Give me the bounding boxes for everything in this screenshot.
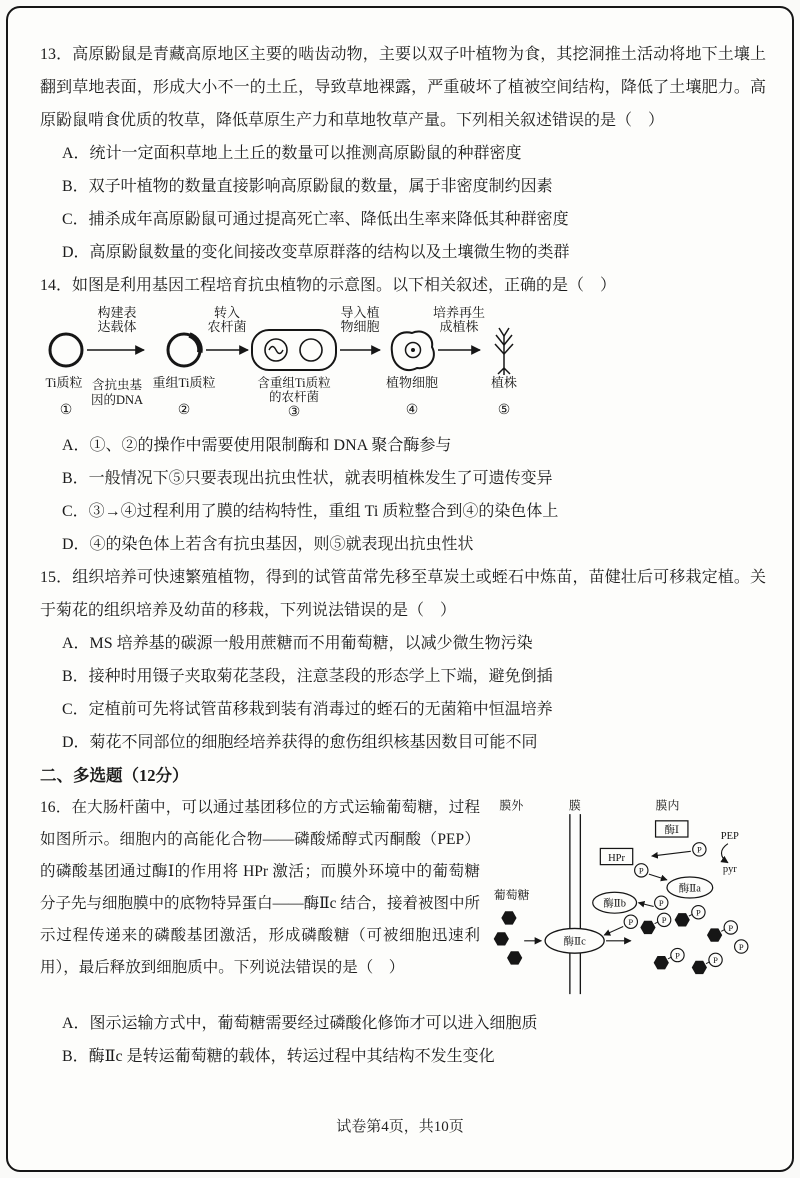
section-multiple-choice-title: 二、多选题（12分） [40, 766, 189, 785]
question-14 [40, 269, 766, 561]
plantlet-sketch [495, 328, 513, 375]
pep-label: PEP [720, 830, 739, 842]
hpr-to-iia-arrow [649, 874, 667, 880]
agrobacterium-label-line1: 含重组Ti质粒 [257, 376, 331, 390]
phosphate-p: P [738, 941, 744, 952]
glucose-hexagon [507, 951, 522, 964]
phospho-sugar [692, 953, 722, 974]
phosphate-p: P [638, 865, 644, 876]
plasmid-in-bacterium-2 [300, 339, 322, 361]
q16-stem: 16．在大肠杆菌中，可以通过基团移位的方式运输葡萄糖，过程如图所示。细胞内的高能化合物——磷酸烯醇式丙酮酸（PEP）的磷酸基团通过酶Ⅰ的作用将 HPr 激活；而膜外环境中的葡萄糖分子先与细胞膜中的底物特异蛋白——酶Ⅱc 结合，接着被图中所示过程传递来的磷酸基团激活，形成磷酸糖（可被细胞迅速利用），最后释放到细胞质中。下列说法错误的是（ ） [40, 799, 480, 976]
svg-text:P: P [713, 955, 718, 966]
svg-text:P: P [675, 950, 680, 961]
question-13 [40, 38, 766, 269]
ti-plasmid-label: Ti质粒 [45, 375, 83, 390]
q16-option-b: B．酶Ⅱc 是转运葡萄糖的载体，转运过程中其结构不发生变化 [62, 1048, 495, 1065]
q14-gene-engineering-diagram [34, 304, 554, 422]
arrow4-label-line1: 培养再生 [432, 305, 486, 320]
step5-number: ⑤ [497, 403, 511, 418]
step1-number: ① [59, 403, 73, 418]
exam-page [6, 6, 794, 1172]
recombinant-ti-plasmid-label: 重组Ti质粒 [152, 375, 216, 390]
arrow3-label-line2: 物细胞 [340, 319, 380, 334]
arrow3-label-line1: 导入植 [340, 305, 380, 320]
arrow1-label-line1: 构建表 [97, 305, 137, 320]
phospho-sugar [707, 921, 737, 942]
q15-option-c: C．定植前可先将试管苗移栽到装有消毒过的蛭石的无菌箱中恒温培养 [62, 701, 553, 718]
plasmid-squiggle [269, 347, 283, 354]
pyr-label: pyr [722, 864, 737, 876]
step2-number: ② [177, 403, 191, 418]
arrow2-label-line2: 农杆菌 [207, 319, 247, 334]
agrobacterium-label-line2: 的农杆菌 [268, 390, 320, 404]
q14-stem: 14．如图是利用基因工程培育抗虫植物的示意图。以下相关叙述，正确的是（ ） [40, 277, 617, 294]
question-16 [40, 792, 766, 1073]
q15-stem: 15．组织培养可快速繁殖植物，得到的试管苗常先移至草炭土或蛭石中炼苗，苗健壮后可移栽定植。关于菊花的组织培养及幼苗的移栽，下列说法错误的是（ ） [40, 569, 766, 619]
step3-number: ③ [287, 405, 301, 420]
phospho-sugar [640, 913, 670, 934]
q14-option-c: C．③→④过程利用了膜的结构特性，重组 Ti 质粒整合到④的染色体上 [62, 503, 559, 520]
iia-to-iib-arrow [638, 903, 653, 907]
q14-option-b: B．一般情况下⑤只要表现出抗虫性状，就表明植株发生了可遗传变异 [62, 470, 553, 487]
hpr-label: HPr [608, 852, 625, 864]
iib-to-iic-arrow [604, 927, 623, 936]
pep-to-pyr-arrow [721, 844, 727, 863]
question-15 [40, 561, 766, 759]
phosphate-p: P [658, 898, 664, 909]
enzyme-iib-label: 酶Ⅱb [603, 898, 627, 910]
svg-text:P: P [696, 907, 701, 918]
insect-resistance-dna-label-line1: 含抗虫基 [91, 378, 143, 392]
q13-option-d: D．高原鼢鼠数量的变化间接改变草原群落的结构以及土壤微生物的类群 [62, 244, 570, 261]
q15-option-a: A．MS 培养基的碳源一般用蔗糖而不用葡萄糖，以减少微生物污染 [62, 635, 533, 652]
glucose-hexagon [494, 932, 509, 945]
svg-text:P: P [661, 915, 667, 926]
inserted-gene-arc [163, 329, 204, 370]
step4-number: ④ [405, 403, 419, 418]
q13-option-a: A．统计一定面积草地上土丘的数量可以推测高原鼢鼠的种群密度 [62, 145, 522, 162]
plantlet-label: 植株 [490, 375, 518, 390]
membrane-label: 膜 [568, 798, 581, 813]
q14-option-a: A．①、②的操作中需要使用限制酶和 DNA 聚合酶参与 [62, 437, 452, 454]
p-to-hpr-arrow [652, 851, 691, 856]
enzyme-iic-label: 酶Ⅱc [563, 936, 586, 948]
membrane-inside-label: 膜内 [655, 798, 680, 813]
q13-stem: 13．高原鼢鼠是青藏高原地区主要的啮齿动物，主要以双子叶植物为食，其挖洞推土活动将地下土壤上翻到草地表面，形成大小不一的土丘，导致草地裸露，严重破坏了植被空间结构，降低了土壤肥力。高原鼢鼠啃食优质的牧草，降低草原生产力和草地牧草产量。下列相关叙述错误的是（ ） [40, 46, 766, 129]
arrow4-label-line2: 成植株 [439, 319, 479, 334]
page-footer: 试卷第4页，共10页 [336, 1119, 464, 1135]
phosphate-p: P [628, 917, 634, 928]
q15-option-d: D．菊花不同部位的细胞经培养获得的愈伤组织核基因数目可能不同 [62, 734, 538, 751]
q13-option-c: C．捕杀成年高原鼢鼠可通过提高死亡率、降低出生率来降低其种群密度 [62, 211, 569, 228]
glucose-hexagon [501, 911, 516, 924]
q13-option-b: B．双子叶植物的数量直接影响高原鼢鼠的数量，属于非密度制约因素 [62, 178, 553, 195]
ti-plasmid-circle [50, 334, 82, 366]
q14-option-d: D．④的染色体上若含有抗虫基因，则⑤就表现出抗虫性状 [62, 536, 474, 553]
insect-resistance-dna-label-line2: 因的DNA [90, 393, 144, 407]
q16-figure-svg [488, 796, 766, 998]
phospho-sugar [654, 948, 684, 969]
q16-group-translocation-figure [488, 796, 766, 1003]
enzyme-i-label: 酶Ⅰ [664, 825, 680, 837]
plant-cell-nucleolus [411, 348, 415, 352]
q16-option-a: A．图示运输方式中，葡萄糖需要经过磷酸化修饰才可以进入细胞质 [62, 1015, 538, 1032]
arrow2-label-line1: 转入 [213, 305, 241, 320]
glucose-label: 葡萄糖 [493, 887, 530, 902]
arrow1-label-line2: 达载体 [97, 319, 137, 334]
phospho-sugar [675, 906, 705, 927]
membrane-outside-label: 膜外 [499, 798, 524, 813]
svg-text:P: P [728, 922, 734, 933]
enzyme-iia-label: 酶Ⅱa [678, 883, 701, 895]
q15-option-b: B．接种时用镊子夹取菊花茎段，注意茎段的形态学上下端，避免倒插 [62, 668, 553, 685]
plant-cell-label: 植物细胞 [385, 375, 439, 390]
phosphate-p: P [696, 844, 702, 855]
